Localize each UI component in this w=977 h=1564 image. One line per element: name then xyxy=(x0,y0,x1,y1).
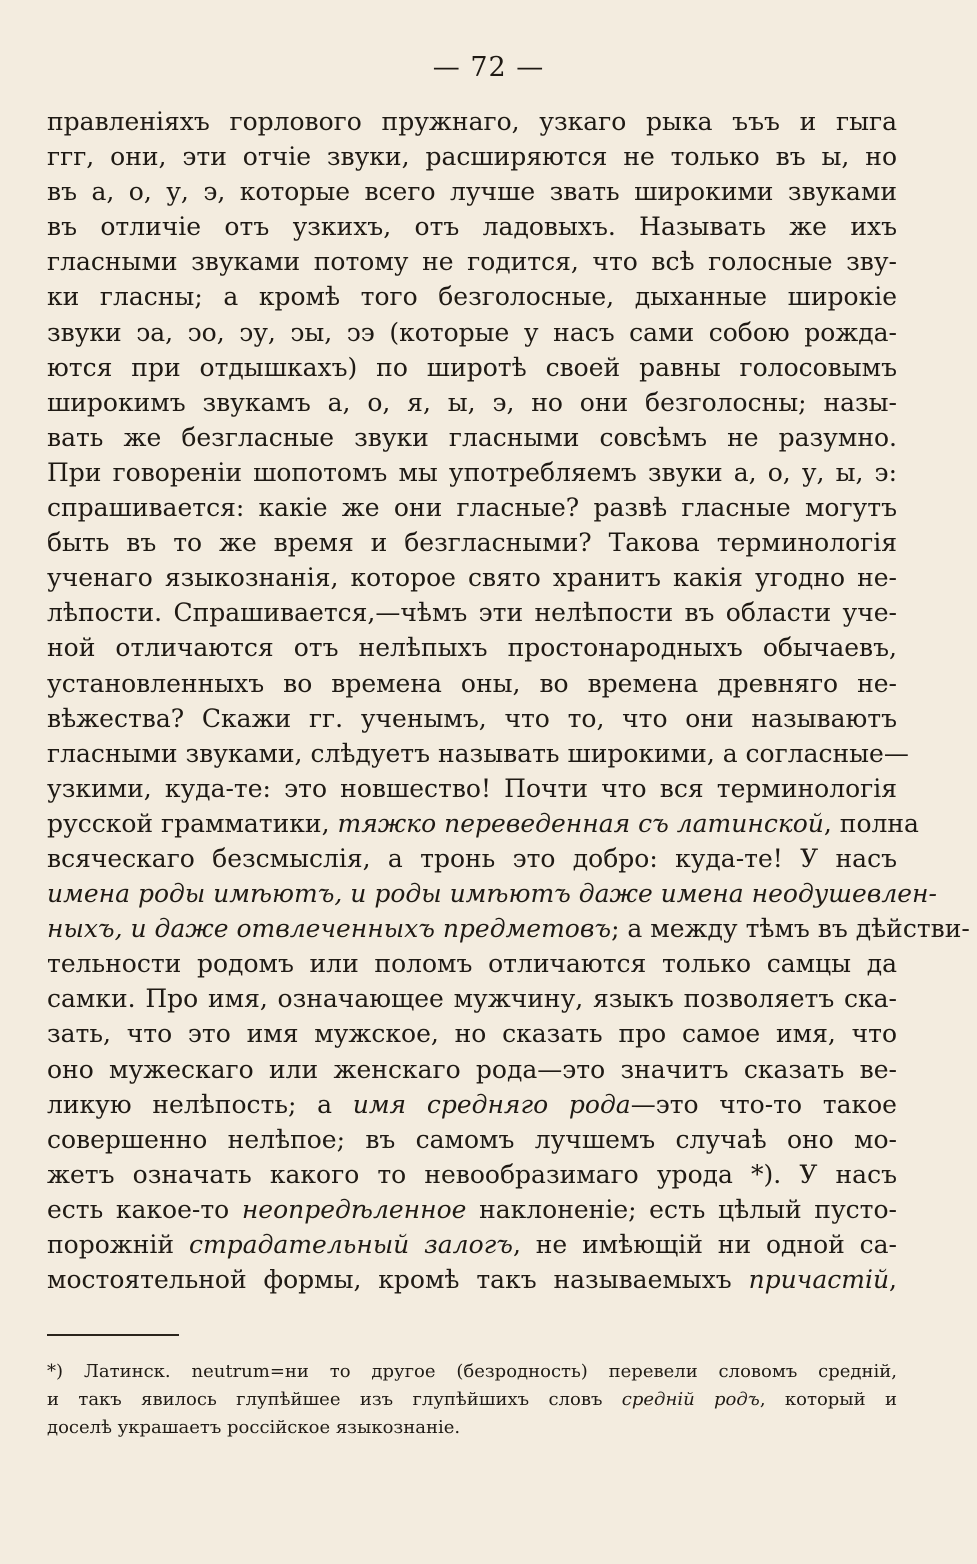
body-line xyxy=(47,1122,897,1157)
text-span: ггг, они, эти отчіе звуки, расширяются не только въ ы, но xyxy=(47,142,897,172)
body-line xyxy=(47,350,897,385)
text-span: , не имѣющій ни одной са- xyxy=(512,1230,897,1259)
body-line xyxy=(47,279,897,314)
italic-text: страдательный залогъ xyxy=(188,1230,513,1259)
text-span: ки гласны; а кромѣ того безголосные, дыханные широкіе xyxy=(47,282,897,312)
text-span: , xyxy=(889,1265,897,1295)
text-span: ; а между тѣмъ въ дѣйстви- xyxy=(611,914,970,944)
text-span: и такъ явилось глупѣйшее изъ глупѣйшихъ словъ xyxy=(47,1389,622,1410)
footnote-line xyxy=(47,1414,897,1442)
body-line xyxy=(47,455,897,490)
body-line xyxy=(47,1262,897,1297)
body-line xyxy=(47,1157,897,1192)
text-span: ной отличаются отъ нелѣпыхъ простонародныхъ обычаевъ, xyxy=(47,633,897,663)
body-line xyxy=(47,981,897,1016)
text-span: оно мужескаго или женскаго рода—это значитъ сказать ве- xyxy=(47,1054,897,1084)
italic-text: ныхъ, и даже отвлеченныхъ предметовъ xyxy=(47,914,612,944)
text-span: правленіяхъ горлового пружнаго, узкаго рыка ъъъ и гыга xyxy=(47,107,897,136)
body-line xyxy=(47,525,897,560)
footnote-line xyxy=(47,1386,897,1414)
footnote xyxy=(47,1358,897,1442)
text-span: совершенно нелѣпое; въ самомъ лучшемъ случаѣ оно мо- xyxy=(47,1124,897,1154)
text-span: наклоненіе; есть цѣлый пусто- xyxy=(466,1194,897,1224)
body-line xyxy=(47,911,970,946)
text-span: , полна xyxy=(823,808,919,838)
body-line xyxy=(47,630,897,665)
body-line xyxy=(47,104,897,139)
page-number: — 72 — xyxy=(432,52,545,83)
body-line xyxy=(47,1087,897,1122)
text-span: , который и xyxy=(759,1389,897,1410)
body-line xyxy=(47,876,937,911)
body-line xyxy=(47,946,897,981)
footnote-divider xyxy=(47,1334,179,1336)
body-line xyxy=(47,841,897,876)
text-span: есть какое-то xyxy=(47,1194,242,1224)
body-text xyxy=(47,104,970,1297)
italic-text: средній родъ xyxy=(621,1389,760,1410)
text-span: вать же безгласные звуки гласными совсѣмъ не разумно. xyxy=(47,422,897,452)
text-span: доселѣ украшаетъ россійское языкознаніе. xyxy=(47,1417,461,1438)
text-span: вѣжества? Скажи гг. ученымъ, что то, что они называютъ xyxy=(47,703,897,733)
body-line xyxy=(47,315,897,350)
text-span: ученаго языкознанія, которое свято хранитъ какія угодно не- xyxy=(47,563,897,593)
text-span: установленныхъ во времена оны, во времена древняго не- xyxy=(47,668,897,698)
body-line xyxy=(47,560,897,595)
text-span: жетъ означать какого то невообразимаго урода *). У насъ xyxy=(47,1159,897,1189)
body-line xyxy=(47,1227,897,1262)
text-span: гласными звуками потому не годится, что всѣ голосные зву- xyxy=(47,247,897,277)
body-line xyxy=(47,666,897,701)
text-span: *) Латинск. neutrum=ни то другое (безродность) перевели словомъ средній, xyxy=(47,1361,897,1382)
text-span: мостоятельной формы, кромѣ такъ называемыхъ xyxy=(47,1265,749,1295)
text-span: въ отличіе отъ узкихъ, отъ ладовыхъ. Называть же ихъ xyxy=(47,212,897,242)
body-line xyxy=(47,701,897,736)
italic-text: имя средняго рода xyxy=(352,1089,631,1119)
body-line xyxy=(47,1052,897,1087)
text-span: русской грамматики, xyxy=(47,808,338,838)
text-span: —это что-то такое xyxy=(630,1089,897,1119)
body-line xyxy=(47,490,897,525)
text-span: гласными звуками, слѣдуетъ называть широкими, а согласные— xyxy=(47,738,909,768)
body-line xyxy=(47,385,897,420)
italic-text: неопредѣленное xyxy=(241,1194,467,1224)
body-line xyxy=(47,806,919,841)
body-line xyxy=(47,209,897,244)
text-span: всяческаго безсмыслія, а тронь это добро: куда-те! У насъ xyxy=(47,843,897,873)
text-span: широкимъ звукамъ а, о, я, ы, э, но они безголосны; назы- xyxy=(47,387,897,417)
text-span: лѣпости. Спрашивается,—чѣмъ эти нелѣпости въ области уче- xyxy=(47,598,897,628)
body-line xyxy=(47,595,897,630)
body-line xyxy=(47,771,897,806)
body-line xyxy=(47,1192,897,1227)
body-line xyxy=(47,420,897,455)
body-line xyxy=(47,736,909,771)
italic-text: причастій xyxy=(748,1265,890,1295)
footnote-line xyxy=(47,1358,897,1386)
text-span: звуки ͻа, ͻо, ͻу, ͻы, ͻэ (которые у насъ сами собою рожда- xyxy=(47,317,897,347)
text-span: спрашивается: какіе же они гласные? развѣ гласные могутъ xyxy=(47,493,897,523)
text-span: При говореніи шопотомъ мы употребляемъ звуки а, о, у, ы, э: xyxy=(47,457,897,487)
text-span: тельности родомъ или поломъ отличаются только самцы да xyxy=(47,949,897,979)
body-line xyxy=(47,244,897,279)
italic-text: имена роды имѣютъ, и роды имѣютъ даже имена неодушевлен- xyxy=(47,879,937,909)
text-span: самки. Про имя, означающее мужчину, языкъ позволяетъ ска- xyxy=(47,984,897,1014)
text-span: зать, что это имя мужское, но сказать про самое имя, что xyxy=(47,1019,897,1049)
text-span: въ а, о, у, э, которые всего лучше звать широкими звуками xyxy=(47,177,897,207)
body-line xyxy=(47,139,897,174)
text-span: ются при отдышкахъ) по широтѣ своей равны голосовымъ xyxy=(47,352,897,382)
text-span: порожній xyxy=(47,1230,189,1259)
text-span: ликую нелѣпость; а xyxy=(47,1089,353,1119)
body-line xyxy=(47,174,897,209)
text-span: узкими, куда-те: это новшество! Почти что вся терминологія xyxy=(47,773,897,803)
text-span: быть въ то же время и безгласными? Такова терминологія xyxy=(47,528,897,558)
body-line xyxy=(47,1016,897,1051)
italic-text: тяжко переведенная съ латинской xyxy=(337,808,824,838)
